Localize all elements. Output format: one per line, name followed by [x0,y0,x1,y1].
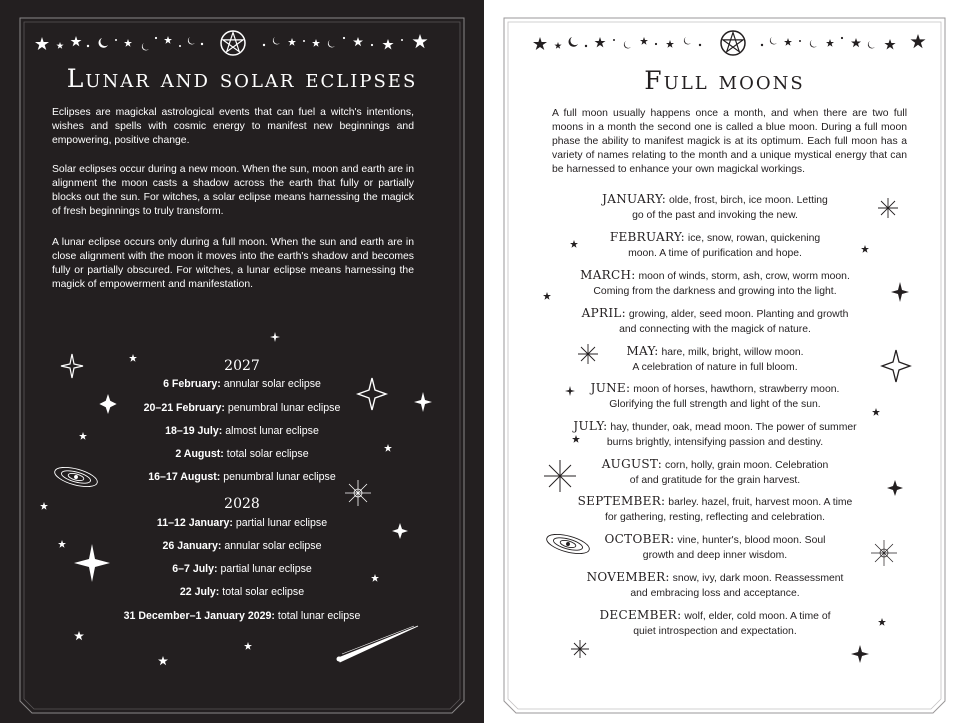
starburst-icon [878,198,898,218]
moon-entry-december: DECEMBER: wolf, elder, cold moon. A time of quiet introspection and expectation. [599,608,831,637]
sparkle-icon [851,645,869,663]
starburst-icon [571,640,589,658]
moon-entry-january: JANUARY: olde, frost, birch, ice moon. Letting go of the past and invoking the new. [602,192,828,221]
crescent-moon-icon [142,43,149,51]
sparkle-icon [414,392,432,412]
eclipse-entry: 11–12 January: partial lunar eclipse [156,517,328,529]
star-icon [288,38,296,46]
moon-entry-november: NOVEMBER: snow, ivy, dark moon. Reassessment and embracing loss and acceptance. [586,570,844,599]
star-icon [158,656,168,665]
star-icon [861,245,869,253]
star-icon [570,240,578,248]
star-icon [851,38,861,47]
star-icon [595,37,606,47]
galaxy-icon [53,464,100,491]
star-icon [640,37,648,45]
sparkle-icon [358,378,386,410]
starburst-icon [544,460,576,492]
star-icon [413,34,428,48]
moon-entry-may: MAY: hare, milk, bright, willow moon. A celebration of nature in full bloom. [626,344,804,373]
sparkle-icon [882,350,910,382]
eclipse-entry: 26 January: annular solar eclipse [162,540,322,552]
star-icon [56,42,63,49]
left-paragraph-1: Eclipses are magickal astrological events that can fuel a witch's intentions, wishes and spells with cosmic energy to manifest new beginnings and empowering, positive change. [52,107,414,146]
dot [87,45,89,47]
left-header-stars [30,28,450,64]
sparkle-icon [270,332,280,342]
crescent-moon-icon [868,41,875,49]
crescent-moon-icon [328,40,335,48]
starburst-icon [100,395,116,413]
star-icon [71,36,82,46]
crescent-moon-icon [273,37,280,45]
right-celestial-decorations [484,190,965,670]
star-icon [384,444,392,452]
starburst-icon [578,344,598,364]
crescent-moon-icon [188,37,195,45]
star-icon [244,642,252,650]
star-icon [79,432,87,440]
left-page-title: Lunar and solar eclipses [66,64,418,93]
star-icon [784,38,792,46]
sparkle-icon [61,354,83,378]
moon-entry-june: JUNE: moon of horses, hawthorn, strawberry moon. Glorifying the full strength and light of the sun. [590,381,840,410]
moon-entry-march: MARCH: moon of winds, storm, ash, crow, worm moon. Coming from the darkness and growing into the light. [580,268,850,297]
moon-entry-july: JULY: hay, thunder, oak, mead moon. The power of summer burns brightly, intensifying passion and destiny. [573,419,857,448]
starburst-icon [871,540,897,566]
star-icon [554,42,561,49]
moon-entry-april: APRIL: growing, alder, seed moon. Planting and growth and connecting with the magick of nature. [581,306,849,335]
eclipse-entry: 2 August: total solar eclipse [175,448,309,460]
eclipse-entry: 18–19 July: almost lunar eclipse [165,425,319,437]
sparkle-icon [74,544,110,582]
eclipse-entry: 16–17 August: penumbral lunar eclipse [148,471,336,483]
star-icon [911,34,926,48]
moon-entry-february: FEBRUARY: ice, snow, rowan, quickening moon. A time of purification and hope. [609,230,821,259]
right-page-title: Full moons [644,66,805,95]
left-celestial-decorations [0,320,484,680]
year-heading-2028: 2028 [224,496,260,512]
starburst-icon [345,480,371,506]
comet-icon [337,626,419,662]
pentacle-icon [721,31,745,55]
eclipse-entry: 6 February: annular solar eclipse [163,378,321,390]
star-icon [572,435,580,443]
star-icon [40,502,48,510]
crescent-moon-icon [810,40,817,48]
star-icon [124,39,132,47]
moon-entry-august: AUGUST: corn, holly, grain moon. Celebration of and gratitude for the grain harvest. [601,457,829,486]
star-icon [543,292,551,300]
left-paragraph-3: A lunar eclipse occurs only during a full moon. When the sun and earth are in close alignment with the moon it moves into the earth's shadow and becomes fully or partially obscured. For witches, a lunar eclipse means harnessing the magick of empowerment and manifestation. [52,237,414,290]
crescent-moon-icon [684,37,691,45]
pentacle-icon [221,31,245,55]
crescent-moon-icon [569,37,578,47]
eclipse-entry: 22 July: total solar eclipse [179,586,305,598]
star-icon [353,37,363,46]
star-icon [371,574,379,582]
star-icon [382,39,393,50]
star-icon [74,631,84,640]
star-icon [666,40,674,48]
eclipse-entry: 6–7 July: partial lunar eclipse [172,563,312,575]
moon-entry-september: SEPTEMBER: barley. hazel, fruit, harvest moon. A time for gathering, resting, reflecting and celebration. [577,494,853,523]
star-icon [826,39,834,47]
star-icon [312,39,320,47]
crescent-moon-icon [770,37,777,45]
star-icon [533,37,547,50]
crescent-moon-icon [624,41,631,49]
crescent-moon-icon [99,38,108,48]
star-icon [872,408,880,416]
eclipse-entry: 20–21 February: penumbral lunar eclipse [143,402,341,414]
sparkle-icon [565,386,575,396]
galaxy-icon [545,531,592,558]
star-icon [884,39,895,50]
star-icon [164,36,172,44]
year-heading-2027: 2027 [224,358,260,374]
sparkle-icon [891,282,909,302]
left-paragraph-2: Solar eclipses occur during a new moon. When the sun, moon and earth are in alignment the moon casts a shadow across the earth that fully or partially blocks out the sun. For witches, a solar eclipse means harnessing the magick of fresh beginnings to truly transform. [52,164,414,217]
sparkle-icon [392,523,408,539]
sparkle-icon [887,480,903,496]
star-icon [878,618,886,626]
star-icon [129,354,137,362]
right-intro-paragraph: A full moon usually happens once a month, and when there are two full moons in a month the second one is called a blue moon. During a full moon phase the ability to manifest magick is at its optimum. Each full moon has a variety of names relating to the month and a unique mystical energy that can be harnessed to enhance your own magickal workings. [552,108,907,175]
star-icon [35,37,49,50]
moon-entry-october: OCTOBER: vine, hunter's, blood moon. Soul growth and deep inner wisdom. [604,532,826,561]
star-icon [58,540,66,548]
right-header-stars [528,28,938,64]
eclipse-entry: 31 December–1 January 2029: total lunar eclipse [123,610,361,622]
